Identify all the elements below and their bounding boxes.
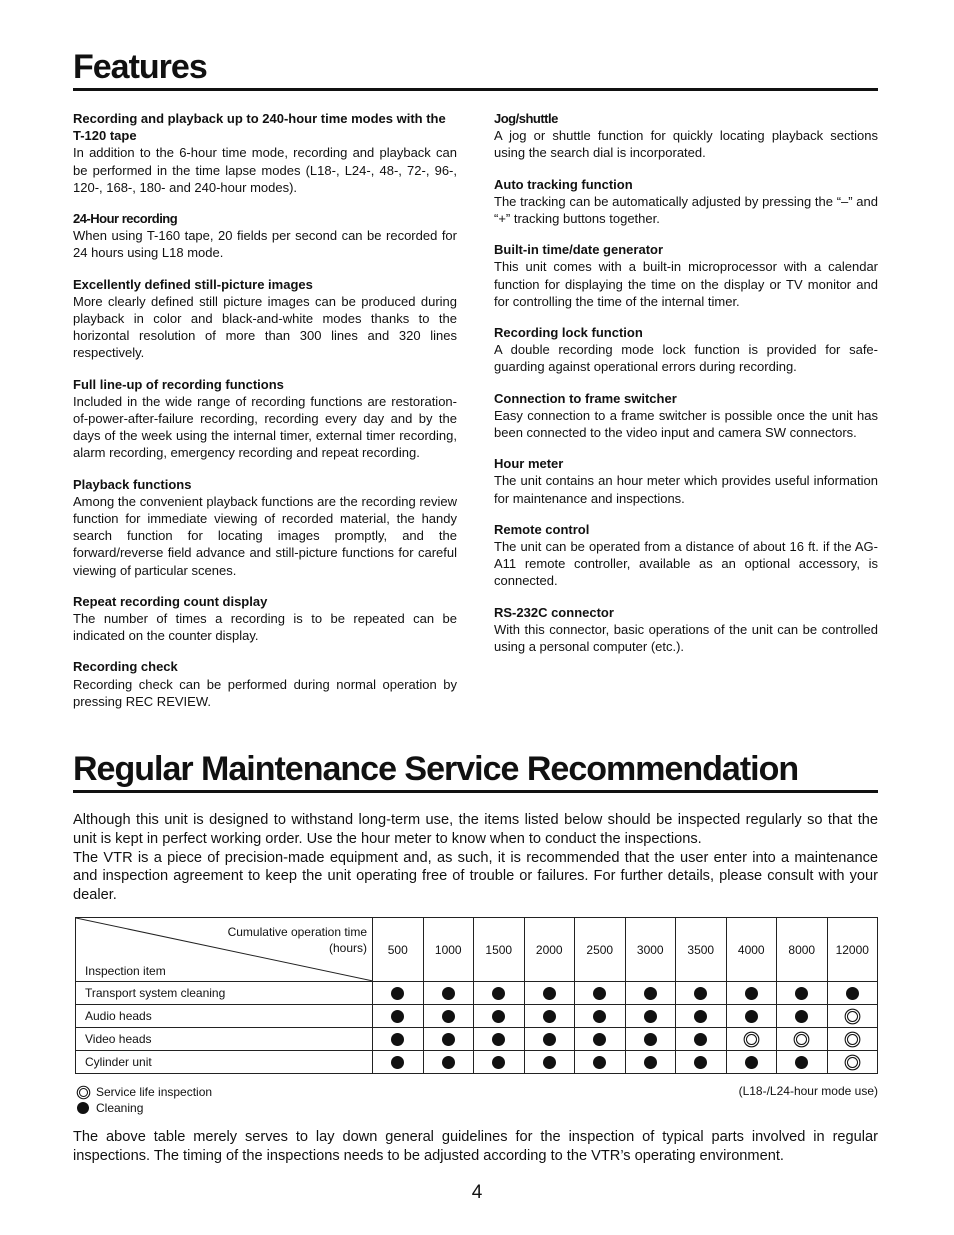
mark-cell [676, 1005, 727, 1028]
mark-cell [827, 1051, 878, 1074]
closing-paragraph: The above table merely serves to lay down general guidelines for the inspection of typical parts involved in regular inspections. The timing of the inspections needs to be adjusted according to the VTR’s operating environment. [73, 1129, 878, 1164]
features-heading: Features [73, 50, 878, 91]
mark-cell [827, 1005, 878, 1028]
filled-circle-icon [694, 1056, 707, 1069]
filled-circle-icon [795, 987, 808, 1000]
intro-paragraph: Although this unit is designed to withstand long-term use, the items listed below should be inspected regularly so that the unit is kept in perfect working order. Use the hour meter to know when to conduct the inspections. [73, 812, 878, 847]
mark-cell [373, 1051, 424, 1074]
legend-service-label: Service life inspection [96, 1085, 213, 1099]
mark-cell [777, 1028, 828, 1051]
maintenance-intro [73, 811, 878, 905]
table-row [76, 1005, 878, 1028]
mark-cell [423, 982, 474, 1005]
feature-item [494, 241, 878, 310]
mark-cell [575, 1005, 626, 1028]
filled-circle-icon [644, 987, 657, 1000]
hours-header: 2000 [524, 918, 575, 982]
filled-circle-icon [391, 1056, 404, 1069]
filled-circle-icon [391, 987, 404, 1000]
feature-body: More clearly defined still picture images can be produced during playback in color and black-and-white modes thanks to the horizontal resolution of more than 300 lines and 320 lines respectively. [73, 293, 457, 361]
feature-item [73, 210, 457, 262]
hours-header: 4000 [726, 918, 777, 982]
double-circle-icon [79, 1088, 88, 1097]
double-circle-icon [796, 1034, 807, 1045]
maintenance-heading: Regular Maintenance Service Recommendation [73, 752, 878, 793]
filled-circle-icon [593, 987, 606, 1000]
inspection-item: Cylinder unit [76, 1051, 373, 1074]
feature-title: 24-Hour recording [73, 211, 178, 227]
feature-item [73, 593, 457, 645]
feature-body: Among the convenient playback functions are the recording review function for immediate viewing of recorded material, the handy search function for locating images promptly, and the forward/reverse field advance and still-picture functions for careful viewing of particular scenes. [73, 493, 457, 578]
mark-cell [423, 1051, 474, 1074]
double-circle-icon [847, 1011, 858, 1022]
mark-cell [575, 1028, 626, 1051]
feature-body: Recording check can be performed during normal operation by pressing REC REVIEW. [73, 676, 457, 709]
mark-cell [625, 1051, 676, 1074]
feature-title: Repeat recording count display [73, 593, 268, 609]
hours-header: 3000 [625, 918, 676, 982]
filled-circle-icon [77, 1102, 89, 1114]
feature-title: Jog/shuttle [494, 111, 558, 126]
hours-header: 500 [373, 918, 424, 982]
mode-note: (L18-/L24-hour mode use) [738, 1084, 878, 1098]
feature-body: Easy connection to a frame switcher is possible once the unit has been connected to the video input and camera SW connectors. [494, 407, 878, 441]
mark-cell [726, 982, 777, 1005]
feature-body: With this connector, basic operations of the unit can be controlled using a personal computer (etc.). [494, 621, 878, 655]
hours-header: 8000 [777, 918, 828, 982]
feature-item [73, 476, 457, 579]
mark-cell [373, 1005, 424, 1028]
filled-circle-icon [593, 1010, 606, 1023]
feature-title: RS-232C connector [494, 604, 614, 620]
hours-header: 3500 [676, 918, 727, 982]
mark-cell [777, 1051, 828, 1074]
mark-cell [676, 1051, 727, 1074]
mark-cell [625, 1005, 676, 1028]
filled-circle-icon [391, 1010, 404, 1023]
feature-body: The unit contains an hour meter which provides useful information for maintenance and inspections. [494, 473, 878, 506]
feature-item [494, 390, 878, 442]
table-header-row [76, 918, 878, 982]
filled-circle-icon [745, 1010, 758, 1023]
hours-header: 12000 [827, 918, 878, 982]
mark-cell [524, 982, 575, 1005]
mark-cell [423, 1005, 474, 1028]
feature-title: Recording and playback up to 240-hour time modes with the T-120 tape [73, 111, 446, 144]
feature-body: Included in the wide range of recording functions are restoration-of-power-after-failure recording, recording every day and by the days of the week using the internal timer, external timer recording, alarm recording, emergency recording and repeat recording. [73, 393, 457, 461]
mark-cell [524, 1028, 575, 1051]
filled-circle-icon [492, 1056, 505, 1069]
mark-cell [474, 1005, 525, 1028]
inspection-item: Transport system cleaning [76, 982, 373, 1005]
filled-circle-icon [391, 1033, 404, 1046]
feature-title: Playback functions [73, 476, 192, 492]
mark-cell [726, 1051, 777, 1074]
table-corner-header [76, 918, 373, 982]
feature-body: This unit comes with a built-in microprocessor with a calendar function for displaying the time on the display or TV monitor and for controlling the time of the internal timer. [494, 259, 878, 309]
mark-cell [726, 1005, 777, 1028]
legend-cleaning-label: Cleaning [96, 1101, 144, 1115]
cumulative-time-label: Cumulative operation time (hours) [227, 925, 367, 955]
table-row [76, 1028, 878, 1051]
mark-cell [827, 982, 878, 1005]
mark-cell [575, 1051, 626, 1074]
double-circle-icon [847, 1057, 858, 1068]
legend-cleaning [76, 1100, 212, 1116]
feature-item [494, 324, 878, 376]
filled-circle-icon [694, 1033, 707, 1046]
filled-circle-icon [644, 1033, 657, 1046]
filled-circle-icon [694, 1010, 707, 1023]
feature-title: Built-in time/date generator [494, 242, 664, 258]
mark-cell [777, 982, 828, 1005]
inspection-item: Audio heads [76, 1005, 373, 1028]
feature-item [494, 521, 878, 590]
mark-cell [625, 982, 676, 1005]
filled-circle-icon [543, 1056, 556, 1069]
mark-cell [575, 982, 626, 1005]
hours-header: 2500 [575, 918, 626, 982]
feature-title: Connection to frame switcher [494, 390, 677, 406]
legend-service [76, 1084, 212, 1100]
table-legend [76, 1084, 212, 1116]
mark-cell [676, 982, 727, 1005]
inspection-item-label: Inspection item [85, 964, 166, 978]
filled-circle-icon [543, 1033, 556, 1046]
maintenance-table [75, 917, 878, 1074]
feature-title: Full line-up of recording functions [73, 376, 284, 392]
filled-circle-icon [543, 1010, 556, 1023]
mark-cell [373, 1028, 424, 1051]
feature-body: A double recording mode lock function is provided for safe-guarding against operational errors during recording. [494, 342, 878, 375]
feature-title: Excellently defined still-picture images [73, 276, 313, 292]
filled-circle-icon [442, 987, 455, 1000]
table-row [76, 982, 878, 1005]
filled-circle-icon [492, 1033, 505, 1046]
filled-circle-icon [795, 1010, 808, 1023]
feature-item [494, 176, 878, 228]
filled-circle-icon [694, 987, 707, 1000]
double-circle-icon [746, 1034, 757, 1045]
filled-circle-icon [593, 1033, 606, 1046]
mark-cell [676, 1028, 727, 1051]
filled-circle-icon [442, 1056, 455, 1069]
feature-item [73, 276, 457, 362]
mark-cell [524, 1005, 575, 1028]
features-right-column [494, 110, 878, 669]
mark-cell [726, 1028, 777, 1051]
mark-cell [373, 982, 424, 1005]
feature-title: Remote control [494, 521, 590, 537]
features-left-column [73, 110, 457, 724]
filled-circle-icon [644, 1010, 657, 1023]
filled-circle-icon [492, 1010, 505, 1023]
filled-circle-icon [442, 1010, 455, 1023]
filled-circle-icon [846, 987, 859, 1000]
mark-cell [474, 1051, 525, 1074]
feature-title: Recording lock function [494, 325, 643, 341]
feature-item [73, 110, 457, 196]
intro-paragraph: The VTR is a piece of precision-made equipment and, as such, it is recommended that the user enter into a maintenance and inspection agreement to keep the unit operating free of trouble or failures. For further details, please consult with your dealer. [73, 849, 878, 904]
mark-cell [625, 1028, 676, 1051]
mark-cell [827, 1028, 878, 1051]
mark-cell [777, 1005, 828, 1028]
filled-circle-icon [745, 987, 758, 1000]
feature-item [494, 455, 878, 507]
page-number: 4 [471, 1182, 483, 1203]
feature-body: When using T-160 tape, 20 fields per second can be recorded for 24 hours using L18 mode. [73, 228, 457, 261]
feature-body: The unit can be operated from a distance of about 16 ft. if the AG-A11 remote controller, available as an optional accessory, is connected. [494, 539, 878, 589]
feature-item [494, 604, 878, 656]
hours-header: 1500 [474, 918, 525, 982]
filled-circle-icon [593, 1056, 606, 1069]
feature-item [73, 376, 457, 462]
feature-body: A jog or shuttle function for quickly locating playback sections using the search dial is incorporated. [494, 128, 878, 161]
feature-body: The tracking can be automatically adjusted by pressing the “–” and “+” tracking buttons together. [494, 193, 878, 227]
mark-cell [474, 1028, 525, 1051]
filled-circle-icon [745, 1056, 758, 1069]
filled-circle-icon [543, 987, 556, 1000]
mark-cell [524, 1051, 575, 1074]
filled-circle-icon [795, 1056, 808, 1069]
feature-item [494, 110, 878, 162]
mark-cell [423, 1028, 474, 1051]
feature-body: In addition to the 6-hour time mode, recording and playback can be performed in the time lapse modes (L18-, L24-, 48-, 72-, 96-, 120-, 168-, 180- and 240-hour modes). [73, 145, 457, 195]
hours-header: 1000 [423, 918, 474, 982]
feature-title: Hour meter [494, 456, 564, 472]
feature-title: Recording check [73, 659, 178, 675]
filled-circle-icon [442, 1033, 455, 1046]
feature-title: Auto tracking function [494, 176, 633, 192]
table-row [76, 1051, 878, 1074]
feature-body: The number of times a recording is to be repeated can be indicated on the counter display. [73, 611, 457, 644]
filled-circle-icon [644, 1056, 657, 1069]
mark-cell [474, 982, 525, 1005]
feature-item [73, 658, 457, 710]
filled-circle-icon [492, 987, 505, 1000]
inspection-item: Video heads [76, 1028, 373, 1051]
double-circle-icon [847, 1034, 858, 1045]
